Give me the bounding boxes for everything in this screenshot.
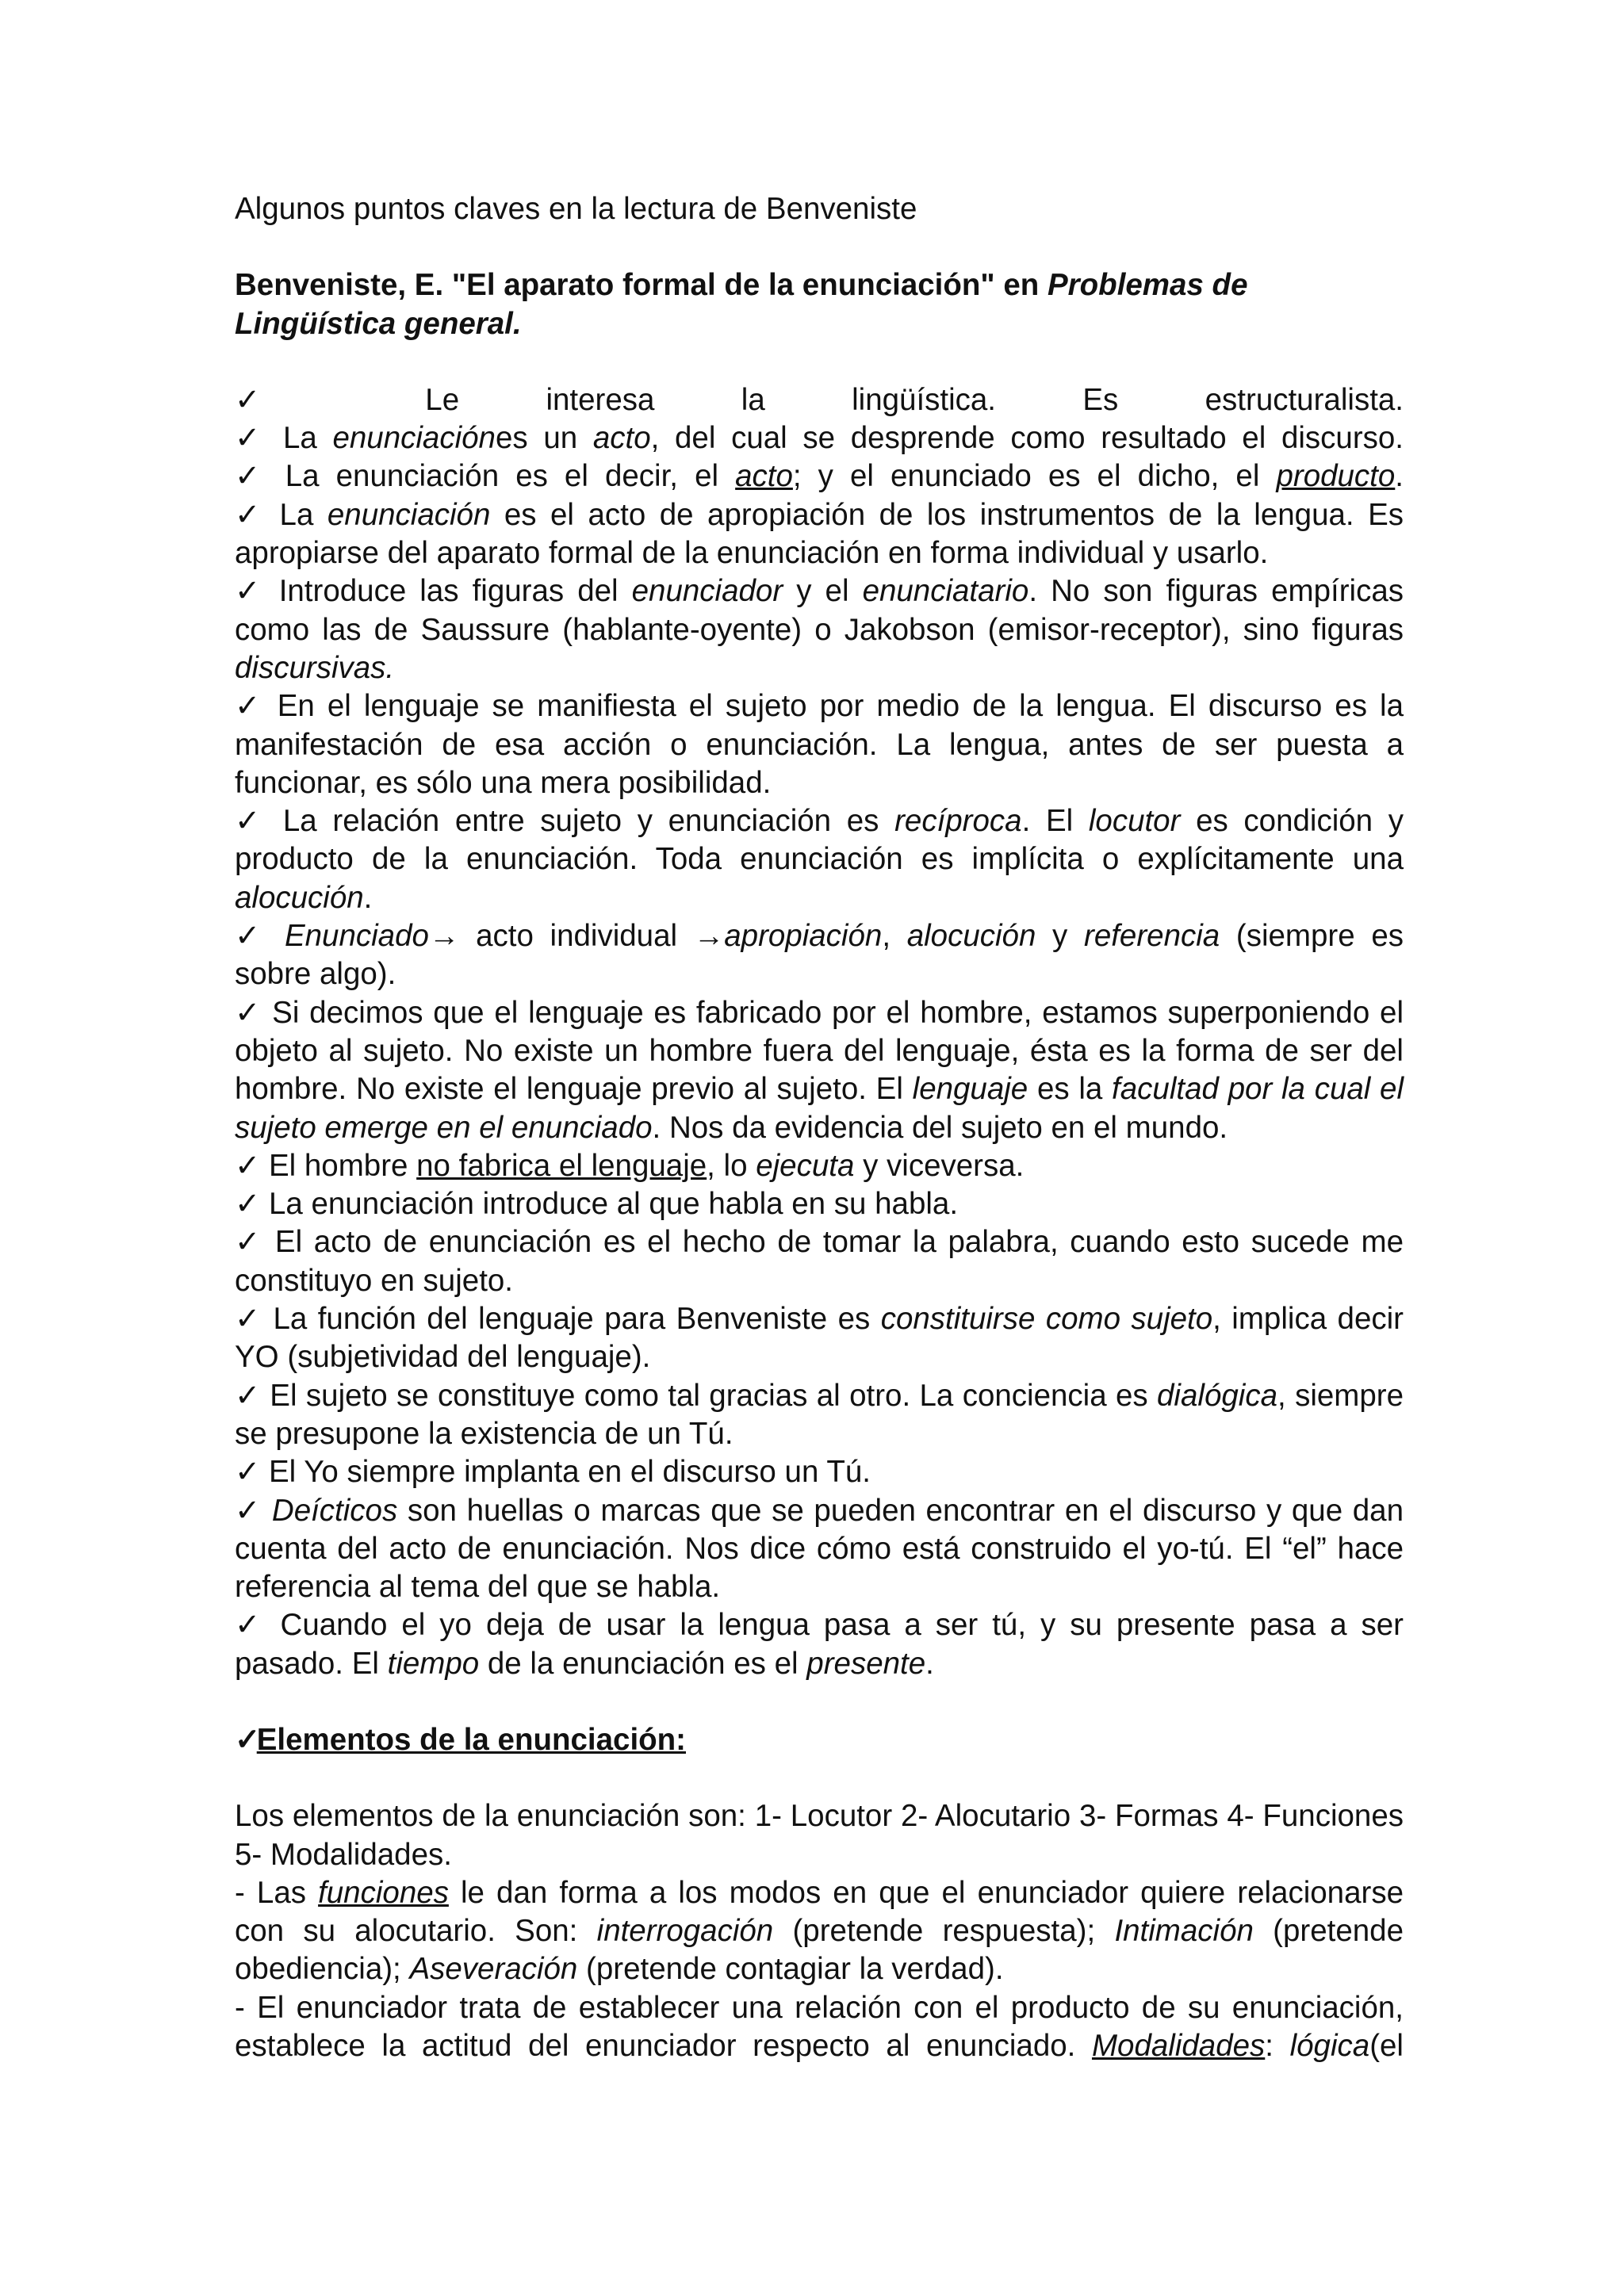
text-run: y viceversa. <box>854 1148 1025 1183</box>
emphasis-text: dialógica <box>1157 1378 1277 1413</box>
text-run: le dan forma a los modos en que el enunciador quiere relacionarse con su alocutario. Son: <box>235 1875 1404 1949</box>
citation-connector: en <box>994 268 1048 303</box>
text-run: (pretende respuesta); <box>773 1914 1115 1949</box>
text-run: son huellas o marcas que se pueden encontrar en el discurso y que dan cuenta del acto de enunciación. Nos dice cómo está construido el yo-tú. El “el” hace referencia al tema del que se habla. <box>235 1493 1404 1605</box>
paragraph <box>235 1797 1404 1874</box>
text-run: . <box>925 1646 934 1681</box>
text-run: Si decimos que el lenguaje es fabricado por el hombre, estamos superponiendo el objeto al sujeto. No existe un hombre fuera del lenguaje, ésta es la forma de ser del hombre. No existe el lenguaje previo al sujeto. El <box>235 995 1404 1107</box>
emphasis-text: constituirse como sujeto <box>880 1302 1213 1337</box>
emphasis-underlined-text: acto <box>735 459 793 494</box>
emphasis-text: Aseveración <box>409 1952 578 1987</box>
check-icon: ✓ <box>235 459 269 494</box>
text-run: La relación entre sujeto y enunciación es <box>267 804 895 839</box>
text-run: . El <box>1021 804 1089 839</box>
emphasis-text: lenguaje <box>912 1072 1028 1107</box>
text-run: El Yo siempre implanta en el discurso un Tú. <box>260 1455 871 1490</box>
text-run: es condición y producto de la enunciación. Toda enunciación es implícita o explícitamente una <box>235 804 1404 877</box>
emphasis-text: enunciación <box>332 421 496 456</box>
text-run: es la <box>1028 1072 1113 1107</box>
check-icon: ✓ <box>235 919 269 954</box>
check-icon: ✓ <box>235 804 268 839</box>
emphasis-text: enunciación <box>327 497 491 532</box>
emphasis-text: alocución <box>906 919 1036 954</box>
check-icon: ✓ <box>235 1493 262 1528</box>
check-icon: ✓ <box>235 1187 261 1222</box>
emphasis-text: enunciatario <box>862 574 1029 609</box>
citation-author: Benveniste, E. <box>235 268 452 303</box>
emphasis-underlined-text: funciones <box>318 1875 449 1910</box>
text-run: La <box>267 421 333 456</box>
text-run: , siempre se presupone la existencia de un Tú. <box>235 1378 1404 1451</box>
text-run: (el <box>1369 2029 1404 2064</box>
emphasis-text: acto <box>592 421 651 456</box>
text-run: , implica decir YO (subjetividad del lenguaje). <box>235 1302 1404 1375</box>
list-item <box>235 1300 1404 1377</box>
text-run: La <box>266 497 327 532</box>
emphasis-text: interrogación <box>596 1914 774 1949</box>
text-run: , <box>882 919 907 954</box>
paragraph <box>235 1989 1404 2066</box>
check-icon: ✓ <box>235 1302 263 1337</box>
check-icon: ✓ <box>235 1608 266 1643</box>
list-item <box>235 802 1404 917</box>
text-run <box>268 919 285 953</box>
check-icon: ✓ <box>235 382 339 417</box>
list-item <box>235 381 1404 419</box>
text-run: (pretende obediencia); <box>235 1914 1404 1987</box>
text-run: - El enunciador trata de establecer una relación con el producto de su enunciación, establece la actitud del enunciador respecto al enunciado. <box>235 1990 1404 2064</box>
list-item <box>235 1223 1404 1300</box>
list-item <box>235 496 1404 573</box>
text-run: (pretende contagiar la verdad). <box>577 1952 1004 1987</box>
emphasis-underlined-text: producto <box>1276 459 1396 494</box>
text-run: es un <box>495 421 593 456</box>
emphasis-text: alocución <box>235 880 364 915</box>
check-icon: ✓ <box>235 1455 261 1490</box>
emphasis-text: recíproca <box>894 804 1022 839</box>
list-item <box>235 457 1404 496</box>
paragraph <box>235 1874 1404 1989</box>
text-run: El hombre <box>260 1148 417 1183</box>
text-run: . <box>363 880 373 915</box>
emphasis-text: lógica <box>1289 2029 1370 2064</box>
text-run: , del cual se desprende como resultado el discurso. <box>650 421 1404 456</box>
text-run: Introduce las figuras del <box>265 574 632 609</box>
citation <box>235 266 1404 343</box>
text-run: de la enunciación es el <box>479 1646 807 1681</box>
text-run: y el <box>783 574 863 609</box>
emphasis-text: presente <box>806 1646 926 1681</box>
text-run: (siempre es sobre algo). <box>235 919 1404 992</box>
text-run: es el acto de apropiación de los instrumentos de la lengua. Es apropiarse del aparato formal de la enunciación en forma individual y usarlo. <box>235 497 1404 571</box>
citation-article-title: "El aparato formal de la enunciación" <box>451 268 995 303</box>
text-run: La función del lenguaje para Benveniste es <box>262 1302 881 1337</box>
text-run: El sujeto se constituye como tal gracias al otro. La conciencia es <box>260 1378 1158 1413</box>
text-run: En el lenguaje se manifiesta el sujeto por medio de la lengua. El discurso es la manifestación de esa acción o enunciación. La lengua, antes de ser puesta a funcionar, es sólo una mera posibilidad. <box>235 689 1404 800</box>
emphasis-text: ejecuta <box>756 1148 855 1183</box>
list-item <box>235 917 1404 994</box>
section-heading-text: Elementos de la enunciación: <box>256 1722 686 1757</box>
emphasis-text: discursivas. <box>235 650 395 685</box>
list-item <box>235 572 1404 687</box>
list-item <box>235 419 1404 457</box>
emphasis-text: facultad por la cual el sujeto emerge en el enunciado <box>235 1072 1404 1145</box>
list-item <box>235 994 1404 1147</box>
check-icon: ✓ <box>235 995 262 1030</box>
key-points-list <box>235 381 1404 1683</box>
check-icon: ✓ <box>235 689 265 724</box>
check-icon: ✓ <box>235 1225 264 1260</box>
emphasis-text: apropiación <box>724 919 883 954</box>
emphasis-underlined-text: Modalidades <box>1091 2029 1266 2064</box>
text-run: . Nos da evidencia del sujeto en el mundo. <box>652 1110 1228 1145</box>
text-run: acto individual <box>459 919 694 954</box>
emphasis-text: enunciador <box>631 574 783 609</box>
emphasis-text: Intimación <box>1114 1914 1254 1949</box>
check-icon: ✓ <box>235 574 266 609</box>
text-run: Los elementos de la enunciación son: 1- Locutor 2- Alocutario 3- Formas 4- Funciones 5- Modalidades. <box>235 1799 1404 1872</box>
emphasis-text: locutor <box>1088 804 1181 839</box>
list-item <box>235 1453 1404 1491</box>
emphasis-text: Enunciado <box>284 919 429 954</box>
emphasis-text: referencia <box>1084 919 1220 954</box>
text-run: Le interesa la lingüística. Es estructuralista. <box>338 382 1404 417</box>
text-run: : <box>1265 2029 1290 2064</box>
check-icon: ✓ <box>235 1378 261 1413</box>
emphasis-text: → <box>428 919 460 954</box>
text-run: , lo <box>707 1148 756 1183</box>
text-run: La enunciación introduce al que habla en su habla. <box>260 1187 959 1222</box>
text-run: ; y el enunciado es el dicho, el <box>792 459 1277 494</box>
list-item <box>235 1185 1404 1223</box>
text-run <box>262 1494 272 1528</box>
text-run: - Las <box>235 1875 319 1910</box>
check-icon: ✓ <box>235 421 268 456</box>
text-run: Cuando el yo deja de usar la lengua pasa a ser tú, y su presente pasa a ser pasado. El <box>235 1608 1404 1681</box>
check-icon: ✓ <box>235 1148 261 1183</box>
citation-book-title: Problemas de <box>1048 268 1248 303</box>
list-item <box>235 687 1404 802</box>
underlined-text: no fabrica el lenguaje <box>416 1148 707 1183</box>
text-run: . <box>1395 459 1404 494</box>
document-header: Algunos puntos claves en la lectura de Benveniste <box>235 192 917 226</box>
list-item <box>235 1492 1404 1607</box>
text-run: . No son figuras empíricas como las de Saussure (hablante-oyente) o Jakobson (emisor-receptor), sino figuras <box>235 574 1404 647</box>
check-icon: ✓ <box>235 1722 261 1757</box>
emphasis-text: → <box>693 919 725 954</box>
emphasis-text: Deícticos <box>271 1493 398 1528</box>
emphasis-text: tiempo <box>387 1646 480 1681</box>
elements-section <box>235 1797 1404 2065</box>
list-item <box>235 1377 1404 1454</box>
check-icon: ✓ <box>235 497 266 532</box>
section-heading <box>235 1721 1404 1759</box>
text-run: El acto de enunciación es el hecho de tomar la palabra, cuando esto sucede me constituyo en sujeto. <box>235 1225 1404 1298</box>
list-item <box>235 1606 1404 1683</box>
text-run: y <box>1036 919 1084 954</box>
citation-book-title-cont: Lingüística general. <box>235 306 522 341</box>
document-page <box>235 190 1404 2065</box>
text-run: La enunciación es el decir, el <box>268 459 736 494</box>
list-item <box>235 1147 1404 1185</box>
